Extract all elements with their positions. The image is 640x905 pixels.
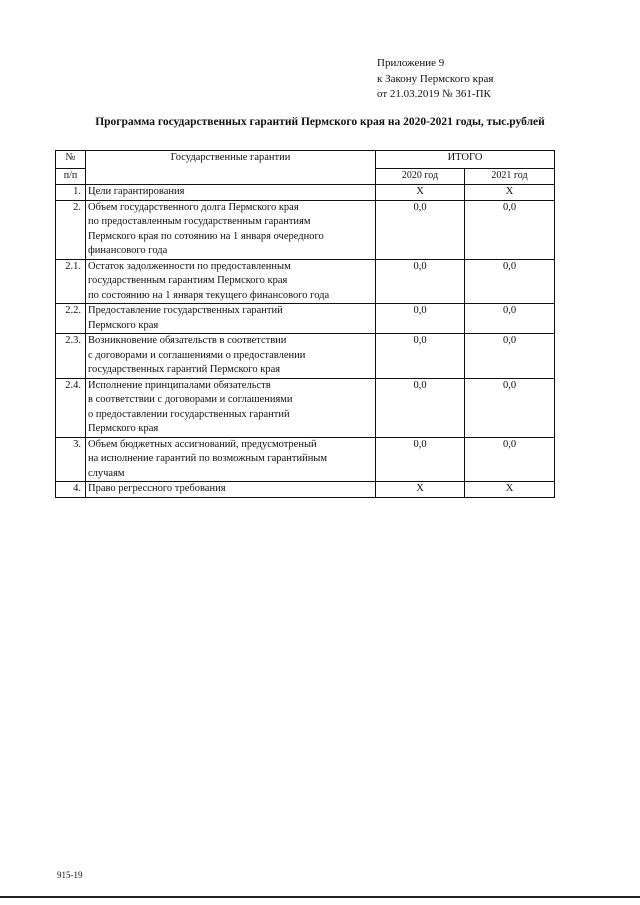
row-number: 2.1. [56, 259, 86, 304]
row-name-line: Объем государственного долга Пермского края [88, 201, 299, 213]
document-title: Программа государственных гарантий Пермского края на 2020-2021 годы, тыс.рублей [95, 116, 545, 128]
row-name-line: государственных гарантий Пермского края [88, 364, 281, 375]
value-2020: 0,0 [376, 200, 465, 259]
value-2020: Х [376, 482, 465, 498]
row-name [86, 185, 376, 201]
table-row [56, 200, 555, 259]
value-2020: 0,0 [376, 334, 465, 379]
row-name-line: Пермского края [88, 319, 159, 331]
table-row [56, 259, 555, 304]
appendix-line: к Закону Пермского края [377, 72, 494, 85]
row-name [86, 482, 376, 498]
row-name-line: Пермского края [88, 423, 159, 434]
row-name [86, 200, 376, 259]
row-name-line: в соответствии с договорами и соглашениями [88, 394, 293, 405]
row-name-line: по предоставленным государственным гарантиям [88, 216, 311, 227]
table-row [56, 185, 555, 201]
row-name-line: государственным гарантиям Пермского края [88, 275, 288, 286]
value-2021: 0,0 [465, 259, 555, 304]
value-2021: 0,0 [465, 304, 555, 334]
value-2021: Х [465, 482, 555, 498]
value-2020: 0,0 [376, 437, 465, 482]
row-name-line: Цели гарантирования [88, 186, 185, 197]
guarantees-table [55, 150, 555, 498]
row-number: 4. [56, 482, 86, 498]
header-total: ИТОГО [376, 151, 555, 169]
row-number: 2. [56, 200, 86, 259]
row-name-line: на исполнение гарантий по возможным гарантийным [88, 453, 328, 464]
header-name: Государственные гарантии [86, 151, 376, 185]
row-name-line: Объем бюджетных ассигнований, предусмотреный [88, 438, 317, 450]
value-2020: 0,0 [376, 378, 465, 437]
row-name-line: Пермского края по сотоянию на 1 января очередного [88, 230, 324, 242]
row-name-line: Предоставление государственных гарантий [88, 305, 283, 316]
row-number: 1. [56, 185, 86, 201]
row-name-line: Остаток задолженности по предоставленным [88, 260, 291, 272]
table-row [56, 437, 555, 482]
value-2021: 0,0 [465, 378, 555, 437]
table-row [56, 378, 555, 437]
value-2021: Х [465, 185, 555, 201]
appendix-line: от 21.03.2019 № 361-ПК [377, 88, 491, 100]
row-number: 2.2. [56, 304, 86, 334]
row-name-line: Возникновение обязательств в соответствии [88, 335, 287, 346]
value-2021: 0,0 [465, 200, 555, 259]
row-name-line: по состоянию на 1 января текущего финансового года [88, 289, 330, 301]
row-name [86, 259, 376, 304]
row-name-line: с договорами и соглашениями о предоставлении [88, 349, 306, 361]
value-2021: 0,0 [465, 437, 555, 482]
appendix-line: Приложение 9 [377, 57, 445, 69]
row-name-line: случаям [88, 467, 125, 479]
row-name-line: о предоставлении государственных гарантий [88, 408, 290, 420]
row-name-line: Исполнение принципалами обязательств [88, 379, 271, 391]
row-name-line: финансового года [88, 245, 168, 256]
value-2021: 0,0 [465, 334, 555, 379]
table-row [56, 482, 555, 498]
row-name [86, 437, 376, 482]
table-row [56, 334, 555, 379]
row-number: 3. [56, 437, 86, 482]
table-header-row [56, 151, 555, 169]
value-2020: 0,0 [376, 259, 465, 304]
row-name-line: Право регрессного требования [88, 483, 226, 494]
header-num: № [56, 151, 86, 169]
document-code: 915-19 [57, 870, 83, 880]
row-name [86, 378, 376, 437]
row-number: 2.3. [56, 334, 86, 379]
value-2020: Х [376, 185, 465, 201]
header-year-2020: 2020 год [376, 169, 465, 185]
header-num-sub: п/п [56, 169, 86, 185]
table-row [56, 304, 555, 334]
page-bottom-rule [0, 896, 640, 898]
row-name [86, 304, 376, 334]
appendix-reference [377, 56, 493, 103]
value-2020: 0,0 [376, 304, 465, 334]
row-name [86, 334, 376, 379]
header-year-2021: 2021 год [465, 169, 555, 185]
row-number: 2.4. [56, 378, 86, 437]
